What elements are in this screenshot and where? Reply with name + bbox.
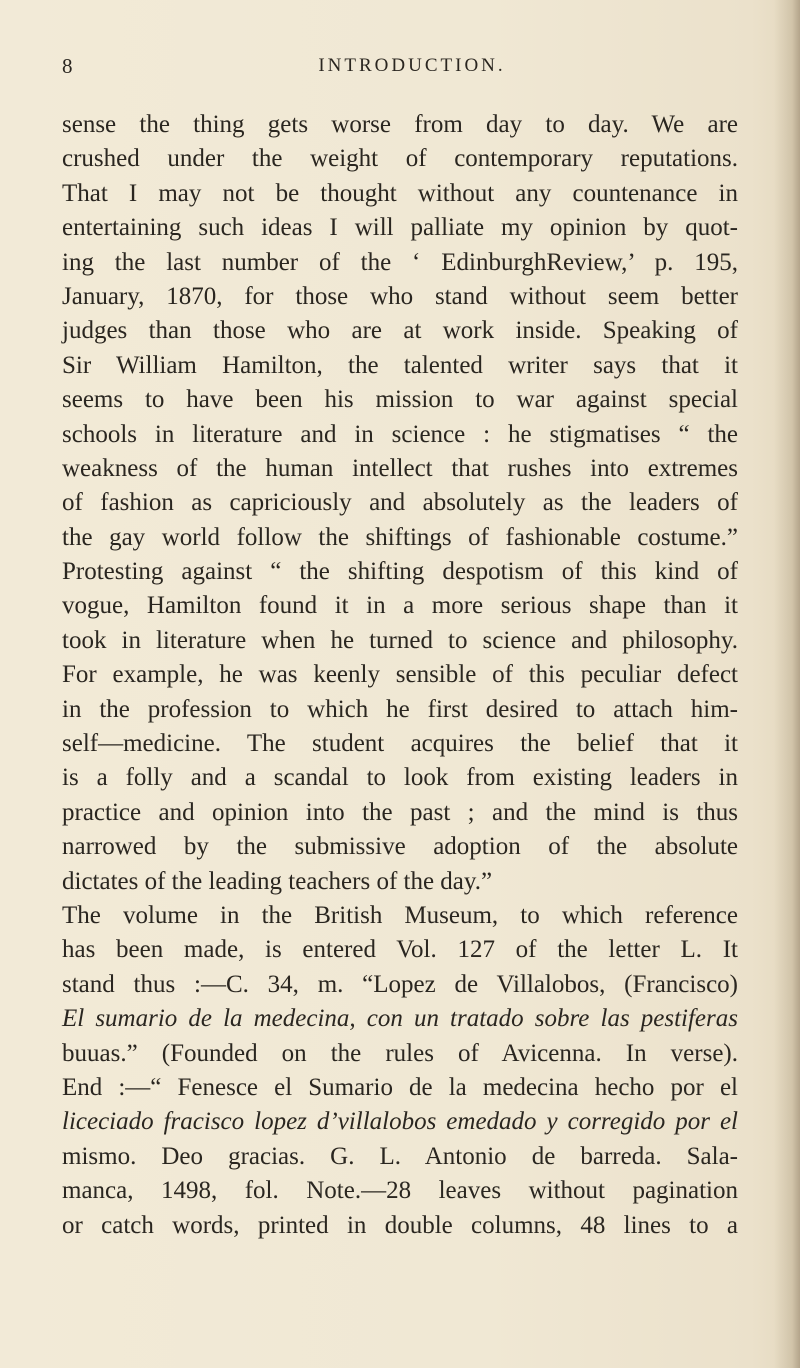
text-line: weakness of the human intellect that rushes into extremes xyxy=(62,454,738,482)
text-line: judges than those who are at work inside. Speaking of xyxy=(62,317,738,345)
text-line: For example, he was keenly sensible of this peculiar defect xyxy=(62,661,738,689)
text-line: seems to have been his mission to war against special xyxy=(62,386,738,414)
text-line: self—medicine. The student acquires the belief that it xyxy=(62,730,738,758)
text-line: vogue, Hamilton found it in a more serious shape than it xyxy=(62,592,738,620)
text-line: crushed under the weight of contemporary reputations. xyxy=(62,145,738,173)
text-line: has been made, is entered Vol. 127 of the letter L. It xyxy=(62,936,738,964)
text-line: schools in literature and in science : he stigmatises “ the xyxy=(62,420,738,448)
text-line: manca, 1498, fol. Note.—28 leaves without pagination xyxy=(62,1177,738,1205)
text-line: The volume in the British Museum, to which reference xyxy=(62,901,738,929)
text-line: El sumario de la medecina, con un tratado sobre las pestiferas xyxy=(62,1005,738,1033)
text-line: stand thus :—C. 34, m. “Lopez de Villalobos, (Francisco) xyxy=(62,970,738,998)
page-header xyxy=(62,54,762,84)
text-line: of fashion as capriciously and absolutely as the leaders of xyxy=(62,489,738,517)
text-line: buuas.” (Founded on the rules of Avicenna. In verse). xyxy=(62,1039,738,1067)
text-line: practice and opinion into the past ; and the mind is thus xyxy=(62,798,738,826)
text-line: End :—“ Fenesce el Sumario de la medecina hecho por el xyxy=(62,1073,738,1101)
text-line: entertaining such ideas I will palliate my opinion by quot- xyxy=(62,214,738,242)
body-text xyxy=(62,108,738,1243)
text-line: Sir William Hamilton, the talented writer says that it xyxy=(62,351,738,379)
text-line: narrowed by the submissive adoption of the absolute xyxy=(62,833,738,861)
text-line: sense the thing gets worse from day to day. We are xyxy=(62,111,738,138)
text-line: January, 1870, for those who stand without seem better xyxy=(62,282,738,310)
text-line: is a folly and a scandal to look from existing leaders in xyxy=(62,764,738,792)
text-line: dictates of the leading teachers of the day.” xyxy=(62,867,493,895)
page-number: 8 xyxy=(62,54,74,78)
text-line: Protesting against “ the shifting despotism of this kind of xyxy=(62,558,738,586)
running-head: INTRODUCTION. xyxy=(318,55,506,76)
text-line: mismo. Deo gracias. G. L. Antonio de barreda. Sala- xyxy=(62,1142,738,1170)
text-line: took in literature when he turned to science and philosophy. xyxy=(62,626,738,654)
text-line: the gay world follow the shiftings of fashionable costume.” xyxy=(62,523,738,551)
text-line: ing the last number of the ‘ EdinburghReview,’ p. 195, xyxy=(62,248,738,276)
text-line: or catch words, printed in double columns, 48 lines to a xyxy=(62,1211,738,1239)
page-edge-shadow xyxy=(774,0,800,1368)
text-line: liceciado fracisco lopez d’villalobos emedado y corregido por el xyxy=(62,1108,738,1136)
text-line: in the profession to which he first desired to attach him- xyxy=(62,695,738,723)
text-line: That I may not be thought without any countenance in xyxy=(62,179,738,207)
